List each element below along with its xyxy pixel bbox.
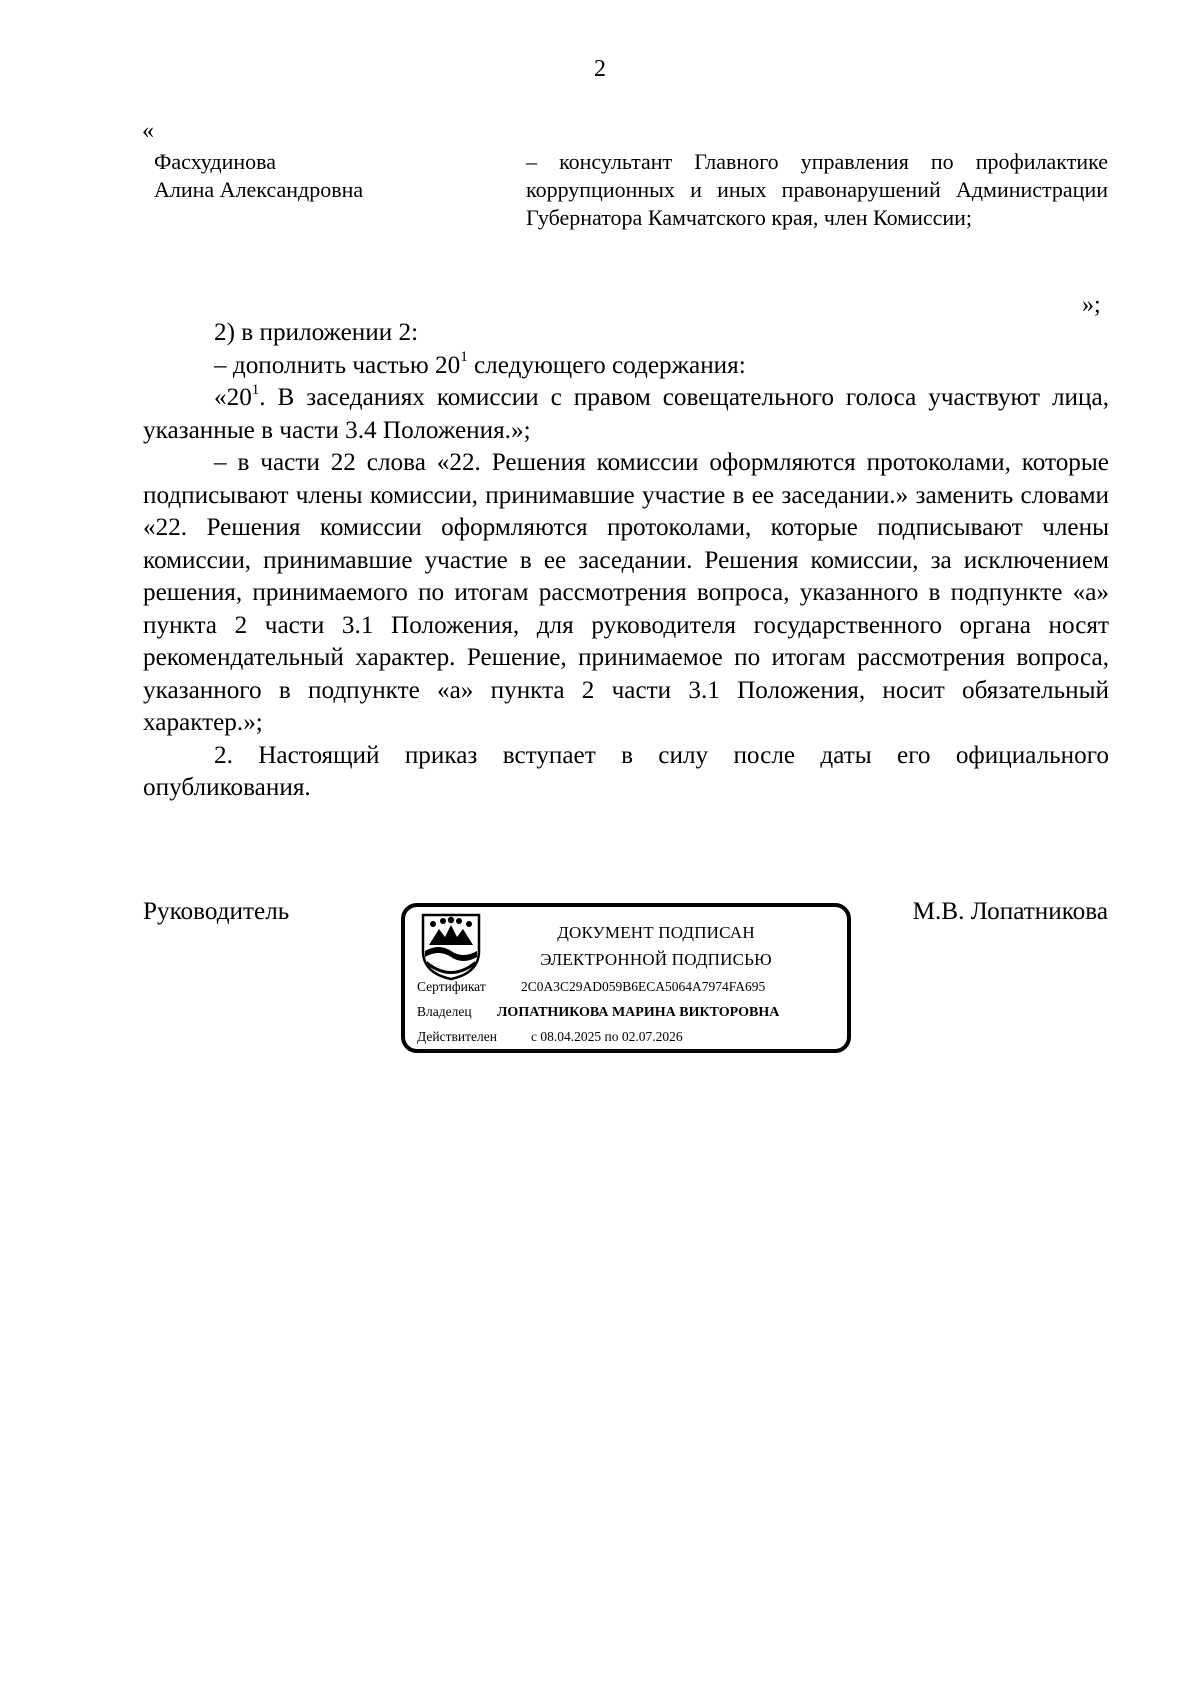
paragraph-part-22-amendment: – в части 22 слова «22. Решения комиссии оформляются протоколами, которые подписывают члены комиссии, принимавшие участие в ее заседании.» заменить словами «22. Решения комиссии оформляются протоколами, которые подписывают члены комиссии, принимавшие участие в ее заседании. Решения комиссии, за исключением решения, принимаемого по итогам рассмотрения вопроса, указанного в подпункте «а» пункта 2 части 3.1 Положения, для руководителя государственного органа носят рекомендательный характер. Решение, принимаемое по итогам рассмотрения вопроса, указанного в подпункте «а» пункта 2 части 3.1 Положения, носит обязательный характер.»;: [143, 449, 1109, 736]
certificate-label: Сертификат: [417, 979, 486, 994]
validity-value: с 08.04.2025 по 02.07.2026: [531, 1029, 683, 1044]
member-surname: Фасхудинова: [154, 149, 276, 174]
page-number: 2: [594, 56, 606, 82]
paragraph-add-part: – дополнить частью $20^1$ следующего содержания:: [214, 349, 746, 379]
paragraph-new-part-text: «$20^1$. В заседаниях комиссии с правом совещательного голоса участвуют лица, указанные в части 3.4 Положения.»;: [143, 381, 1109, 444]
signatory-name: М.В. Лопатникова: [912, 898, 1108, 925]
electronic-signature-stamp: [401, 903, 851, 1053]
paragraph-appendix-2: 2) в приложении 2:: [214, 319, 419, 346]
signatory-title: Руководитель: [143, 898, 290, 925]
stamp-title-line1: ДОКУМЕНТ ПОДПИСАН: [557, 923, 755, 942]
document-body: [143, 317, 1109, 805]
stamp-owner-row: [417, 1004, 779, 1021]
owner-value: ЛОПАТНИКОВА МАРИНА ВИКТОРОВНА: [497, 1005, 780, 1020]
member-name: [154, 148, 363, 204]
certificate-value: 2C0A3C29AD059B6ECA5064A7974FA695: [521, 979, 766, 994]
close-quote-mark: »;: [1082, 292, 1101, 318]
stamp-title-line2: ЭЛЕКТРОННОЙ ПОДПИСЬЮ: [540, 950, 772, 969]
stamp-title: [405, 919, 847, 973]
stamp-certificate-row: [417, 979, 765, 995]
owner-label: Владелец: [417, 1004, 472, 1019]
stamp-validity-row: [417, 1029, 683, 1045]
open-quote-mark: «: [142, 118, 154, 144]
member-given-names: Алина Александровна: [154, 177, 364, 202]
validity-label: Действителен: [417, 1029, 497, 1044]
member-role: – консультант Главного управления по профилактике коррупционных и иных правонарушений Администрации Губернатора Камчатского края, член Комиссии;: [526, 149, 1108, 230]
paragraph-entry-into-force: 2. Настоящий приказ вступает в силу после даты его официального опубликования.: [143, 741, 1109, 801]
